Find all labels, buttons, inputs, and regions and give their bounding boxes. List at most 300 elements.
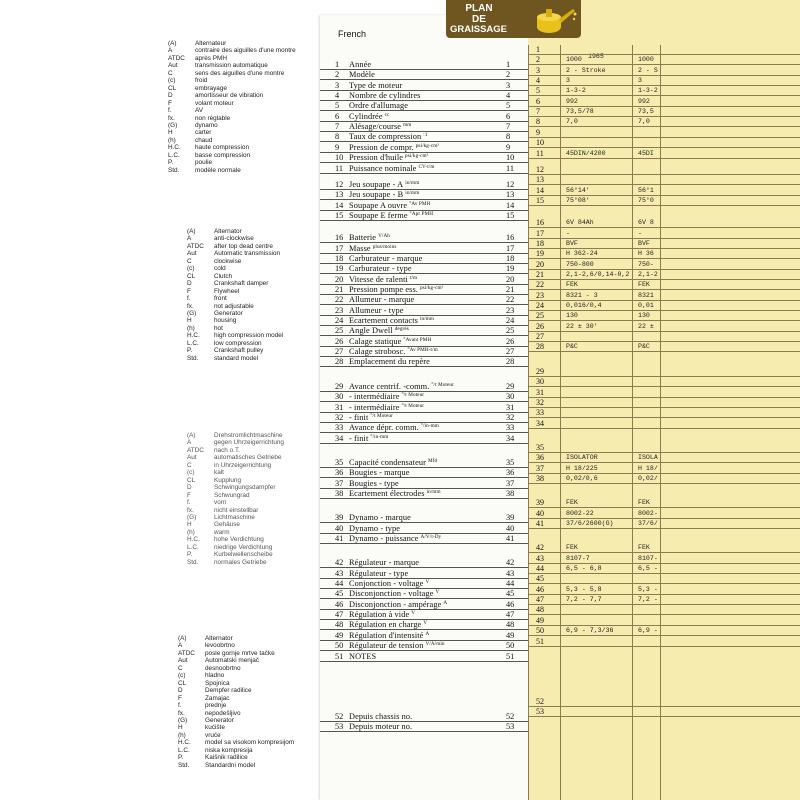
- legend-abbr: Aut: [178, 657, 188, 665]
- legend-desc: basse compression: [195, 151, 251, 159]
- legend-row: [168, 100, 296, 107]
- value-row-number: 22: [536, 280, 544, 290]
- legend-row: [168, 152, 296, 159]
- row-label: [349, 91, 420, 100]
- row-number: 43: [335, 568, 344, 578]
- value-row: [528, 149, 800, 159]
- value-row: [528, 229, 800, 239]
- legend-desc: levoobrtno: [205, 642, 235, 650]
- row-unit: plus/moins: [372, 243, 397, 250]
- legend-desc: kućište: [205, 724, 225, 732]
- value-next-column: 22 ±: [638, 322, 654, 330]
- row-label: [349, 264, 412, 273]
- row-number-right: 12: [506, 179, 515, 189]
- spec-row: [320, 652, 528, 662]
- legend-abbr: D: [178, 687, 183, 695]
- row-number-right: 18: [506, 253, 515, 263]
- row-label: [349, 190, 419, 199]
- row-label: [349, 275, 417, 284]
- spec-row: [320, 712, 528, 722]
- row-label: [349, 285, 443, 294]
- row-number: 11: [335, 163, 343, 173]
- row-label-text: Carburateur - marque: [349, 253, 423, 263]
- legend-abbr: Std.: [187, 558, 199, 566]
- row-number: 45: [335, 589, 344, 599]
- row-number-right: 3: [506, 80, 511, 90]
- legend-row: [178, 710, 294, 717]
- legend-abbr: f.: [178, 702, 182, 710]
- row-label: [349, 479, 399, 488]
- spec-row: [320, 112, 528, 122]
- row-number-right: 10: [506, 153, 515, 163]
- legend-desc: Zamajac: [205, 694, 230, 702]
- legend-row: [187, 250, 283, 257]
- row-label-text: Allumeur - type: [349, 305, 404, 315]
- value-1965: 8321 - 3: [566, 291, 598, 299]
- row-unit: V: [435, 589, 440, 596]
- value-row: [528, 509, 800, 519]
- value-1965: 992: [566, 97, 578, 105]
- row-number: 22: [335, 295, 344, 305]
- row-number: 17: [335, 243, 344, 253]
- value-row-number: 40: [536, 508, 544, 518]
- row-number: 7: [335, 122, 340, 132]
- value-row: [528, 311, 800, 321]
- row-label-text: Régulation d'intensité: [349, 630, 424, 640]
- legend-abbr: P.: [187, 347, 193, 355]
- row-label: [349, 558, 419, 567]
- row-label: [349, 423, 439, 432]
- row-number-right: 11: [506, 163, 514, 173]
- row-label-text: Ecartement électrodes: [349, 488, 425, 498]
- value-row-number: 33: [536, 408, 544, 418]
- value-row-number: 24: [536, 301, 544, 311]
- value-row-number: 8: [536, 117, 540, 127]
- spec-row: [320, 403, 528, 413]
- row-label-text: Depuis chassis no.: [349, 711, 413, 721]
- row-label: [349, 589, 439, 598]
- data-sheet: [528, 0, 800, 800]
- legend-abbr: (c): [187, 469, 195, 477]
- spec-row: [320, 132, 528, 142]
- value-next-column: 8321: [638, 291, 654, 299]
- legend-desc: contraire des aiguilles d'une montre: [195, 47, 296, 55]
- value-1965: 8107-7: [566, 554, 590, 562]
- row-unit: t/m: [409, 274, 418, 281]
- legend-desc: posle gornje mrtve tačke: [205, 649, 275, 657]
- row-number: 39: [335, 513, 344, 523]
- legend-row: [187, 462, 284, 469]
- row-number-right: 26: [506, 336, 515, 346]
- row-label: [349, 413, 393, 422]
- row-label-text: Régulation à vide: [349, 610, 410, 620]
- legend-row: [187, 492, 284, 499]
- spec-row: [320, 153, 528, 163]
- legend-desc: clockwise: [214, 257, 242, 265]
- row-label-text: Depuis moteur no.: [349, 722, 413, 732]
- row-unit: mm: [403, 122, 412, 129]
- row-number-right: 48: [506, 620, 515, 630]
- legend-desc: after top dead centre: [214, 242, 273, 250]
- value-row: [528, 249, 800, 259]
- value-row-number: 32: [536, 397, 544, 407]
- value-row-number: 2: [536, 55, 540, 65]
- value-row-number: 43: [536, 553, 544, 563]
- spec-row: [320, 434, 528, 444]
- legend-row: [187, 536, 284, 543]
- legend-abbr: (c): [187, 265, 195, 273]
- badge-title: [454, 3, 504, 25]
- legend-row: [178, 635, 294, 642]
- legend-abbr: (G): [187, 309, 197, 317]
- legend-desc: Generator: [205, 716, 234, 724]
- row-number: 51: [335, 651, 344, 661]
- value-next-column: 750-: [638, 260, 654, 268]
- legend-abbr: fx.: [168, 114, 175, 122]
- row-number: 2: [335, 70, 340, 80]
- legend-row: [187, 243, 283, 250]
- value-row-number: 41: [536, 519, 544, 528]
- value-row-number: 12: [536, 164, 544, 174]
- spec-row: [320, 122, 528, 132]
- row-number-right: 40: [506, 523, 515, 533]
- legend-abbr: H: [178, 724, 183, 732]
- value-1965: 56°14': [566, 186, 590, 194]
- spec-row: [320, 423, 528, 433]
- row-number-right: 47: [506, 610, 515, 620]
- value-row-number: 15: [536, 195, 544, 205]
- value-row: [528, 626, 800, 636]
- legend-english: [187, 228, 283, 362]
- legend-row: [178, 739, 294, 746]
- legend-desc: automatisches Getriebe: [214, 454, 282, 462]
- row-label: [349, 347, 438, 356]
- legend-row: [178, 754, 294, 761]
- legend-abbr: H: [187, 317, 192, 325]
- legend-desc: embrayage: [195, 84, 227, 92]
- legend-abbr: L.C.: [187, 339, 199, 347]
- row-number: 9: [335, 142, 340, 152]
- row-unit: °/t Moteur: [370, 412, 393, 419]
- row-label: [349, 244, 396, 253]
- row-label: [349, 610, 415, 619]
- value-row: [528, 464, 800, 474]
- row-label: [349, 468, 410, 477]
- value-1965: 2 - Stroke: [566, 66, 606, 74]
- value-1965: 37/6/2600(G): [566, 520, 614, 527]
- row-label: [349, 180, 419, 189]
- legend-abbr: A: [187, 439, 192, 447]
- row-label-text: Calage statique: [349, 336, 402, 346]
- legend-abbr: (c): [168, 77, 176, 85]
- value-row-number: 6: [536, 96, 540, 106]
- legend-row: [178, 665, 294, 672]
- legend-abbr: (h): [168, 136, 176, 144]
- value-row-number: 51: [536, 636, 544, 646]
- spec-row: [320, 392, 528, 402]
- value-next-column: 56°1: [638, 186, 654, 194]
- row-label-text: Jeu soupape - A: [349, 179, 404, 189]
- legend-desc: chaud: [195, 136, 213, 144]
- spec-row: [320, 620, 528, 630]
- value-row: [528, 291, 800, 301]
- legend-row: [187, 303, 283, 310]
- legend-desc: Kupplung: [214, 476, 242, 484]
- legend-row: [168, 47, 296, 54]
- legend-desc: sens des aiguilles d'une montre: [195, 69, 285, 77]
- value-row-number: 48: [536, 605, 544, 615]
- row-label: [349, 579, 429, 588]
- value-row: [528, 398, 800, 408]
- row-label-text: Dynamo - puissance: [349, 534, 419, 543]
- legend-row: [187, 347, 283, 354]
- legend-abbr: F: [187, 491, 191, 499]
- row-label-text: Bougies - type: [349, 478, 399, 488]
- value-row-number: 9: [536, 127, 540, 137]
- legend-desc: cold: [214, 265, 226, 273]
- legend-abbr: D: [187, 280, 192, 288]
- value-next-column: ISOLA: [638, 454, 658, 462]
- value-row: [528, 332, 800, 342]
- legend-row: [168, 129, 296, 136]
- row-label-text: Cylindrée: [349, 111, 383, 121]
- row-label: [349, 712, 412, 721]
- value-1965: 6,9 - 7,3/36: [566, 627, 614, 635]
- value-row: [528, 128, 800, 138]
- legend-desc: Drehstromlichtmaschine: [214, 432, 283, 439]
- value-row-number: 20: [536, 259, 544, 269]
- row-label: [349, 403, 424, 412]
- value-row: [528, 388, 800, 398]
- row-unit: °/t Moteur: [431, 381, 454, 388]
- value-next-column: 5,3 -: [638, 585, 658, 593]
- value-row-number: 17: [536, 228, 544, 238]
- legend-row: [178, 672, 294, 679]
- row-number-right: 30: [506, 392, 515, 402]
- legend-row: [178, 762, 294, 769]
- legend-row: [187, 295, 283, 302]
- legend-row: [187, 521, 284, 528]
- spec-row: [320, 600, 528, 610]
- row-unit: in/mm: [405, 179, 420, 186]
- legend-desc: high compression model: [214, 332, 284, 340]
- legend-abbr: D: [187, 484, 192, 492]
- row-number: 35: [335, 457, 344, 467]
- legend-row: [187, 454, 284, 461]
- legend-desc: not adjustable: [214, 302, 254, 310]
- value-row-number: 21: [536, 270, 544, 279]
- legend-desc: volant moteur: [195, 99, 234, 107]
- legend-desc: Crankshaft damper: [214, 280, 269, 288]
- row-label: [349, 641, 445, 650]
- legend-desc: prednje: [205, 702, 227, 710]
- legend-row: [168, 115, 296, 122]
- legend-row: [178, 687, 294, 694]
- value-1965: 130: [566, 312, 578, 320]
- legend-abbr: (h): [187, 528, 195, 536]
- legend-desc: Kaišnik radilice: [205, 754, 248, 762]
- legend-desc: froid: [195, 77, 208, 85]
- legend-row: [187, 258, 283, 265]
- row-unit: CV-t/m: [418, 163, 435, 170]
- legend-row: [187, 439, 284, 446]
- row-label: [349, 164, 434, 173]
- legend-abbr: (A): [187, 228, 196, 235]
- spec-row: [320, 458, 528, 468]
- legend-abbr: P.: [187, 551, 193, 559]
- legend-row: [178, 680, 294, 687]
- row-unit: V: [423, 620, 428, 627]
- row-number: 41: [335, 534, 344, 543]
- value-1965: 1-3-2: [566, 87, 586, 95]
- value-row: [528, 519, 800, 529]
- plan-de-graissage-badge[interactable]: [446, 0, 581, 38]
- value-row: [528, 175, 800, 185]
- row-number: 52: [335, 711, 344, 721]
- row-number: 47: [335, 610, 344, 620]
- row-number-right: 25: [506, 326, 515, 336]
- row-label-text: Emplacement du repère: [349, 357, 430, 367]
- legend-desc: Alternator: [205, 635, 233, 642]
- legend-desc: modèle normale: [195, 166, 241, 174]
- legend-row: [178, 717, 294, 724]
- legend-row: [168, 167, 296, 174]
- legend-row: [187, 484, 284, 491]
- value-row: [528, 107, 800, 117]
- value-row: [528, 165, 800, 175]
- legend-abbr: Aut: [187, 454, 197, 462]
- spec-row: [320, 357, 528, 367]
- row-unit: °/t Moteur: [401, 392, 425, 399]
- row-unit: in/mm: [405, 190, 420, 197]
- value-next-column: FEK: [638, 499, 650, 507]
- value-1965: 6V 84Ah: [566, 219, 594, 227]
- value-row: [528, 377, 800, 387]
- row-number: 37: [335, 478, 344, 488]
- row-number: 14: [335, 200, 344, 210]
- row-unit: psi/kg-cm²: [405, 153, 429, 160]
- legend-desc: après PMH: [195, 54, 227, 62]
- value-next-column: 8107-: [638, 554, 658, 562]
- row-label-text: Année: [349, 60, 372, 69]
- row-number-right: 46: [506, 599, 515, 609]
- legend-desc: transmission automatique: [195, 62, 268, 70]
- value-next-column: 2,1-2: [638, 271, 658, 278]
- value-row: [528, 218, 800, 228]
- row-number-right: 39: [506, 513, 515, 523]
- row-unit: A: [425, 630, 430, 637]
- legend-abbr: (h): [187, 324, 195, 332]
- legend-desc: niska kompresija: [205, 746, 253, 754]
- legend-abbr: (A): [178, 635, 187, 642]
- legend-abbr: C: [168, 69, 173, 77]
- legend-row: [178, 657, 294, 664]
- value-row-number: 25: [536, 311, 544, 321]
- row-label: [349, 211, 433, 220]
- row-label: [349, 60, 371, 69]
- legend-desc: vruće: [205, 731, 221, 739]
- row-number-right: 33: [506, 423, 515, 433]
- legend-abbr: (A): [187, 432, 196, 439]
- spec-row: [320, 326, 528, 336]
- legend-desc: Crankshaft pulley: [214, 347, 264, 355]
- row-number: 32: [335, 412, 344, 422]
- spec-row: [320, 211, 528, 221]
- legend-abbr: H: [168, 129, 173, 137]
- legend-abbr: CL: [187, 272, 196, 280]
- legend-desc: Automatski menjač: [205, 657, 259, 665]
- badge-line2: DE: [472, 14, 486, 25]
- value-row-number: 44: [536, 564, 544, 574]
- row-number: 44: [335, 579, 344, 589]
- legend-row: [187, 235, 283, 242]
- row-label-text: - finit: [349, 412, 369, 422]
- row-number: 18: [335, 253, 344, 263]
- value-row: [528, 260, 800, 270]
- row-label: [349, 143, 439, 152]
- legend-row: [168, 62, 296, 69]
- legend-french: [168, 40, 296, 174]
- value-row: [528, 498, 800, 508]
- row-number: 49: [335, 630, 344, 640]
- row-unit: V: [425, 579, 430, 586]
- spec-row: [320, 254, 528, 264]
- value-next-column: 992: [638, 97, 650, 105]
- spec-row: [320, 81, 528, 91]
- legend-abbr: H.C.: [187, 536, 200, 544]
- row-number-right: 27: [506, 347, 515, 357]
- row-label: [349, 306, 404, 315]
- row-number: 25: [335, 326, 344, 336]
- value-next-column: 75°0: [638, 196, 654, 204]
- value-row: [528, 564, 800, 574]
- legend-row: [187, 340, 283, 347]
- legend-abbr: fx.: [178, 709, 185, 717]
- value-1965: 45DIN/4200: [566, 149, 606, 157]
- row-label-text: Masse: [349, 243, 371, 253]
- row-number: 3: [335, 80, 340, 90]
- value-row: [528, 595, 800, 605]
- row-label-text: Disconjonction - voltage: [349, 589, 434, 599]
- legend-row: [187, 507, 284, 514]
- legend-desc: hladno: [205, 672, 225, 680]
- spec-row: [320, 382, 528, 392]
- legend-abbr: (h): [178, 731, 186, 739]
- legend-desc: AV: [195, 107, 204, 115]
- legend-row: [168, 55, 296, 62]
- legend-desc: in Uhrzeigerrichtung: [214, 461, 272, 469]
- legend-row: [187, 310, 283, 317]
- row-number-right: 24: [506, 316, 515, 326]
- spec-row: [320, 347, 528, 357]
- row-number: 42: [335, 558, 344, 568]
- row-unit: Mfd: [427, 457, 438, 464]
- legend-row: [187, 265, 283, 272]
- value-row-number: 37: [536, 463, 544, 473]
- spec-row: [320, 60, 528, 70]
- legend-desc: hohe Verdichtung: [214, 536, 264, 544]
- value-1965: 0,02/0,6: [566, 474, 598, 482]
- row-label-text: NOTES: [349, 651, 377, 661]
- legend-abbr: L.C.: [187, 543, 199, 551]
- legend-row: [178, 650, 294, 657]
- legend-desc: Generator: [214, 309, 243, 317]
- value-row-number: 16: [536, 218, 544, 228]
- legend-abbr: F: [187, 287, 191, 295]
- row-number: 21: [335, 285, 344, 294]
- legend-row: [168, 107, 296, 114]
- spec-row: [320, 524, 528, 534]
